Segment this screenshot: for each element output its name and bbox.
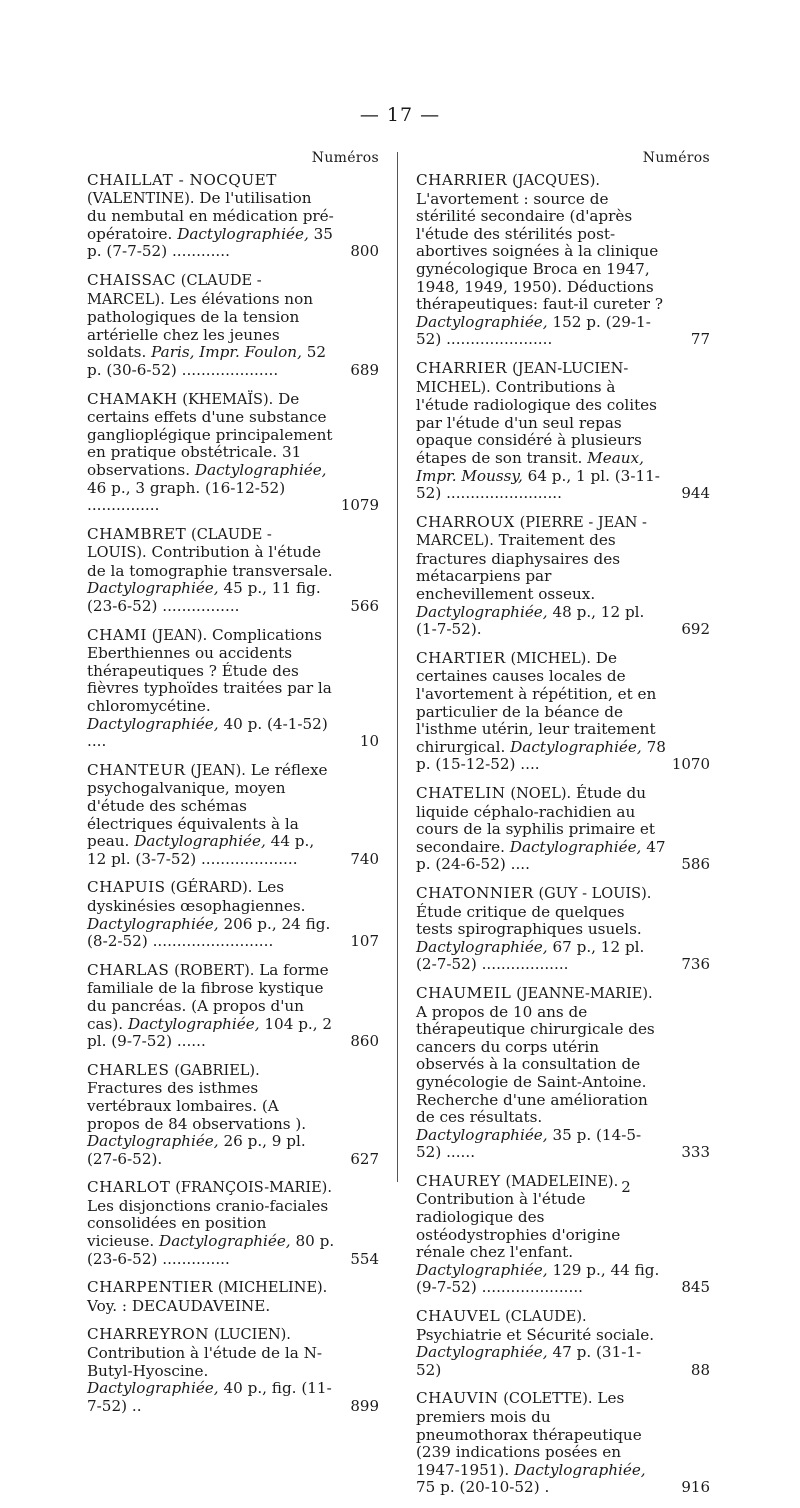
author-forename: (ROBERT). [174,962,255,979]
entry-details: 35 p. (14-5-52) ...... [416,1125,642,1162]
left-column [87,150,379,1426]
entry-details: 78 p. (15-12-52) .... [416,737,666,774]
entry-number: 899 [350,1396,379,1415]
author-forename: (LUCIEN). [213,1327,291,1344]
bibliography-entry [416,885,710,974]
entry-number: 107 [350,932,379,951]
author-surname: CHATONNIER [416,883,534,902]
author-forename: (PIERRE - JEAN - MARCEL). [416,514,647,550]
entry-title: Les disjonctions cranio-faciales consolidées en position vicieuse. [87,1196,329,1251]
bibliography-entry [87,526,379,616]
entry-details: 47 p. (31-1-52) [416,1343,642,1379]
bibliography-entry [87,1062,379,1169]
bibliography-entry [87,1179,379,1268]
column-divider [397,152,398,1182]
entry-number: 586 [681,855,710,874]
bibliography-entry [87,272,379,380]
author-forename: (CLAUDE - MARCEL). [87,272,262,308]
entry-title: Fractures des isthmes vertébraux lombaires. (A propos de 84 observations ). [87,1079,307,1133]
author-forename: (MICHELINE). [217,1280,328,1297]
entry-publication: Paris, Impr. Foulon, [151,343,302,362]
entry-publication: Dactylographiée, [416,312,548,331]
entry-details: 45 p., 11 fig. (23-6-52) ................ [87,579,321,616]
entry-title: L'avortement : source de stérilité secondaire (d'après l'étude des stérilités post-abortives soignées à la clinique gynécologique Broca en 1947, 1948, 1949, 1950). Déductions thérapeutiques: faut-il cureter ? [416,189,663,314]
entry-number: 554 [350,1249,379,1268]
author-surname: CHARROUX [416,512,515,531]
entry-publication: Dactylographiée, [134,832,266,851]
bibliography-entry [87,1326,379,1415]
entry-details: 26 p., 9 pl. (27-6-52). [87,1132,306,1168]
entry-title: Les premiers mois du pneumothorax thérapeutique (239 indications posées en 1947-1951). [416,1389,642,1479]
author-surname: CHAUVIN [416,1389,499,1408]
author-surname: CHARREYRON [87,1325,209,1344]
entry-publication: Dactylographiée, [509,837,642,856]
column-header-right: Numéros [642,150,710,166]
author-surname: CHAILLAT - NOCQUET [87,171,277,189]
entry-number: 860 [350,1032,379,1051]
author-surname: CHAMAKH [87,389,178,408]
author-surname: CHARRIER [416,358,508,377]
entry-title: Contribution à l'étude de la N-Butyl-Hyoscine. [87,1344,323,1380]
entry-title: Traitement des fractures diaphysaires des métacarpiens par enchevillement osseux. [416,531,620,604]
entry-details: 48 p., 12 pl. (1-7-52). [416,602,645,639]
author-forename: (JEAN-LUCIEN-MICHEL). [416,360,629,396]
entry-number: 916 [681,1478,710,1497]
bibliography-entry [416,650,710,774]
bibliography-entry [416,360,710,503]
entry-publication: Dactylographiée, [177,224,309,243]
column-header-left: Numéros [311,150,379,166]
entry-list-right [416,172,710,1497]
entry-title: Les dyskinésies œsophagiennes. [87,878,306,915]
author-forename: (JACQUES). [512,173,600,189]
signature-mark: 2 [621,1178,631,1196]
entry-number: 333 [681,1143,710,1162]
entry-details: 40 p., fig. (11-7-52) .. [87,1379,332,1415]
entry-publication: Dactylographiée, [416,602,548,621]
entry-publication: Dactylographiée, [87,714,219,733]
entry-details: 104 p., 2 pl. (9-7-52) ...... [87,1014,333,1051]
author-surname: CHANTEUR [87,760,186,779]
entry-publication: Meaux, Impr. Moussy, [416,448,644,485]
bibliography-entry [87,627,379,751]
entry-title: Contribution à l'étude radiologique des ostéodystrophies d'origine rénale chez l'enfant. [416,1190,621,1262]
entry-number: 845 [681,1278,710,1297]
bibliography-entry [87,391,379,515]
entry-publication: Dactylographiée, [416,1343,548,1362]
entry-list-left [87,172,379,1415]
entry-details: 67 p., 12 pl. (2-7-52) .................. [416,937,645,974]
entry-publication: Dactylographiée, [87,579,219,598]
entry-title: Étude du liquide céphalo-rachidien au cours de la syphilis primaire et secondaire. [416,784,655,856]
author-forename: (NOEL). [510,786,572,802]
bibliography-entry [416,1308,710,1379]
author-forename: (CLAUDE - LOUIS). [87,526,272,562]
author-surname: CHAMI [87,625,147,644]
entry-title: De certains effets d'une substance ganglioplégique principalement en pratique obstétricale. 31 observations. [87,389,333,479]
author-surname: CHARLOT [87,1178,171,1197]
author-surname: CHARPENTIER [87,1278,214,1297]
entry-number: 566 [350,597,379,616]
entry-title: Psychiatrie et Sécurité sociale. [416,1325,655,1344]
author-surname: CHAMBRET [87,524,187,543]
entry-title: Le réflexe psychogalvanique, moyen d'étude des schémas électriques équivalents à la peau. [87,760,328,851]
entry-number: 1070 [671,755,710,774]
entry-details: 47 p. (24-6-52) .... [416,837,666,874]
author-surname: CHARRIER [416,171,508,189]
author-surname: CHAISSAC [87,270,176,289]
entry-details: 64 p., 1 pl. (3-11-52) ........................ [416,466,660,503]
right-column [416,150,710,1508]
entry-number: 740 [350,849,379,868]
entry-publication: Dactylographiée, [416,1260,548,1279]
bibliography-entry [416,1390,710,1497]
author-surname: CHAPUIS [87,878,166,897]
author-surname: CHARLES [87,1060,170,1079]
bibliography-entry [416,172,710,349]
bibliography-entry [87,762,379,869]
entry-details: 40 p. (4-1-52) .... [87,714,328,751]
bibliography-entry [87,172,379,261]
entry-publication: Dactylographiée, [87,914,219,933]
author-surname: CHARLAS [87,960,170,979]
author-forename: (GÉRARD). [170,880,253,897]
author-forename: (COLETTE). [503,1391,593,1408]
entry-title: Étude critique de quelques tests spirographiques usuels. [416,902,642,939]
author-surname: CHAUVEL [416,1307,501,1326]
entry-details: 44 p., 12 pl. (3-7-52) .................... [87,832,315,868]
entry-number: 692 [681,620,710,639]
author-forename: (CLAUDE). [505,1309,587,1326]
author-surname: CHAUMEIL [416,983,512,1002]
author-forename: (JEAN). [190,762,246,779]
entry-number: 944 [681,484,710,503]
entry-title: Voy. : DECAUDAVEINE. [87,1296,271,1315]
entry-number: 689 [350,360,379,379]
author-forename: (MADELEINE). [505,1173,619,1190]
bibliography-entry [416,985,710,1162]
entry-details: 52 p. (30-6-52) .................... [87,343,327,379]
entry-details: 35 p. (7-7-52) ............ [87,224,333,261]
author-forename: (JEANNE-MARIE). [516,985,653,1002]
entry-number: 627 [350,1149,379,1168]
entry-title: Les élévations non pathologiques de la tension artérielle chez les jeunes soldats. [87,289,314,362]
bibliography-entry [416,1173,710,1297]
entry-publication: Dactylographiée, [510,737,642,756]
author-forename: (VALENTINE). [87,190,195,207]
author-forename: (MICHEL). [510,650,591,667]
author-forename: (GUY - LOUIS). [538,885,652,902]
entry-details: 152 p. (29-1-52) ...................... [416,312,651,349]
author-forename: (KHEMAÏS). [182,391,274,408]
entry-title: De certaines causes locales de l'avortement à répétition, et en particulier de la béance de l'isthme utérin, leur traitement chirurgical. [416,648,657,756]
entry-number: 1079 [340,496,379,515]
author-forename: (GABRIEL). [174,1062,260,1079]
entry-publication: Dactylographiée, [127,1014,260,1033]
bibliography-entry [416,785,710,874]
entry-publication: Dactylographiée, [159,1232,291,1251]
entry-publication: Dactylographiée, [87,1132,219,1151]
entry-publication: Dactylographiée, [87,1379,219,1398]
entry-publication: Dactylographiée, [514,1460,646,1479]
entry-title: Contribution à l'étude de la tomographie transversale. [87,543,333,580]
entry-details: 75 p. (20-10-52) . [416,1478,550,1497]
author-surname: CHATELIN [416,784,506,802]
author-surname: CHAUREY [416,1171,501,1190]
author-forename: (FRANÇOIS-MARIE). [175,1180,332,1197]
bibliography-entry [87,879,379,950]
entry-title: Complications Eberthiennes ou accidents thérapeutiques ? Étude des fièvres typhoïdes traitées par la chloromycétine. [87,625,332,716]
bibliography-entry [87,962,379,1051]
entry-title: Contributions à l'étude radiologique des colites par l'étude d'un seul repas opaque considéré à plusieurs étapes de son transit. [416,377,657,467]
entry-title: A propos de 10 ans de thérapeutique chirurgicale des cancers du corps utérin observés à la consultation de gynécologie de Saint-Antoine. Recherche d'une amélioration de ces résultats. [416,1002,655,1127]
author-forename: (JEAN). [151,627,208,644]
entry-title: De l'utilisation du nembutal en médication pré-opératoire. [87,188,334,243]
entry-publication: Dactylographiée, [194,460,327,479]
page-number: — 17 — [359,104,441,126]
entry-number: 736 [681,955,710,974]
entry-publication: Dactylographiée, [416,937,548,956]
bibliography-entry [416,514,710,639]
entry-number: 800 [350,242,379,261]
author-surname: CHARTIER [416,648,506,667]
entry-details: 129 p., 44 fig. (9-7-52) ..................... [416,1260,660,1297]
entry-details: 206 p., 24 fig. (8-2-52) ......................... [87,914,331,951]
entry-details: 46 p., 3 graph. (16-12-52) ............... [87,478,286,515]
entry-number: 10 [359,732,379,751]
entry-number: 88 [690,1360,710,1379]
bibliography-entry [87,1279,379,1315]
entry-publication: Dactylographiée, [416,1125,548,1144]
entry-details: 80 p. (23-6-52) .............. [87,1232,335,1268]
entry-title: La forme familiale de la fibrose kystique du pancréas. (A propos d'un cas). [87,960,329,1033]
entry-number: 77 [690,330,710,349]
